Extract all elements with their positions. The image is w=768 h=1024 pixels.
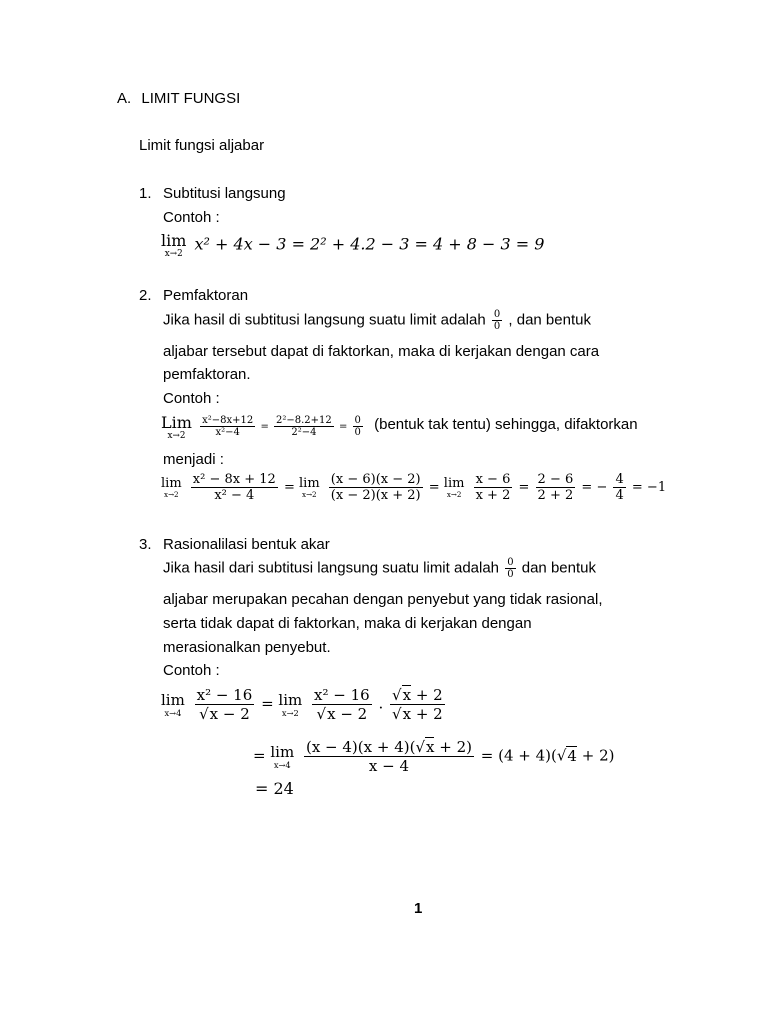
section3-equation-line2: = lim x→4 $\frac{(x - 4)(x + 4)(√x + 2)}{x - 4}$ = (4 + 4)(√4 + 2) xyxy=(253,738,615,775)
section2-number: 2. xyxy=(139,287,152,304)
limit-operator: lim x→4 xyxy=(161,691,185,719)
section2-factored-equation: lim x→2 $\frac{\text{x² − 8x + 12}}{\text{x² − 4}}$ = lim x→2 $\frac{(x - 6)(x - 2)}{(x - 2)(x + 2)}$ = lim x→2 $\frac{x - 6}{x + 2}$ = $\frac{2 - 6}{2 + 2}$ = − $\frac{4}{4}$ = −1 xyxy=(161,472,667,503)
limit-operator: lim x→2 xyxy=(299,476,320,500)
heading-letter: A. xyxy=(117,90,132,107)
section1-contoh: Contoh : xyxy=(163,209,220,226)
limit-operator: lim x→2 xyxy=(443,476,465,500)
fraction-substituted: $\frac{\text{2²−8.2+12}}{\text{2²−4}}$ xyxy=(276,415,332,439)
limit-operator: Lim x→2 xyxy=(161,413,192,441)
fraction-h3: $\frac{√x + 2}{√x + 2}$ xyxy=(392,686,443,723)
limit-operator: lim x→2 xyxy=(161,476,182,500)
section2-example-line: Lim x→2 $\frac{\text{x²−8x+12}}{\text{x²−4}}$ = $\frac{\text{2²−8.2+12}}{\text{2²−4}}$ = $\frac{0}{0}$ (bentuk tak tentu) sehingga, difaktorkan xyxy=(161,413,638,441)
limit-operator: lim x→4 xyxy=(270,743,295,771)
heading xyxy=(117,90,240,107)
limit-operator: lim x→2 xyxy=(278,691,303,719)
section3-paragraph-line4: merasionalkan penyebut. xyxy=(163,639,331,656)
section2-paragraph-line1: Jika hasil di subtitusi langsung suatu limit adalah $\frac{0}{0}$ , dan bentuk xyxy=(163,309,591,332)
section3-equation-line1: lim x→4 $\frac{\text{x² − 16}}{√x - 2}$ = lim x→2 $\frac{\text{x² − 16}}{√x - 2}$ . $\frac{√x + 2}{√x + 2}$ xyxy=(161,686,443,723)
heading-title: LIMIT FUNGSI xyxy=(141,90,241,107)
fraction-g2: $\frac{(x - 6)(x - 2)}{(x - 2)(x + 2)}$ xyxy=(330,472,421,503)
section1-expression: x² + 4x − 3 = 2² + 4.2 − 3 = 4 + 8 − 3 = 9 xyxy=(194,234,545,254)
section1-title: Subtitusi langsung xyxy=(163,185,286,202)
section3-paragraph-line1: Jika hasil dari subtitusi langsung suatu limit adalah $\frac{0}{0}$ dan bentuk xyxy=(163,557,596,580)
zero-over-zero: $\frac{0}{0}$ xyxy=(493,309,501,332)
subheading: Limit fungsi aljabar xyxy=(139,137,265,154)
section2-contoh: Contoh : xyxy=(163,390,220,407)
section1-equation xyxy=(161,231,544,259)
rationalized-result: = (4 + 4)(√4 + 2) xyxy=(480,746,615,765)
section2-paragraph-line3: pemfaktoran. xyxy=(163,366,251,383)
section2-paragraph-line2: aljabar tersebut dapat di faktorkan, maka di kerjakan dengan cara xyxy=(163,343,600,360)
section3-paragraph-line2: aljabar merupakan pecahan dengan penyebut yang tidak rasional, xyxy=(163,591,603,608)
fraction-g5: $\frac{4}{4}$ xyxy=(615,472,624,503)
fraction-h1: $\frac{\text{x² − 16}}{√x - 2}$ xyxy=(196,686,253,723)
indeterminate-note: (bentuk tak tentu) sehingga, difaktorkan xyxy=(374,416,638,434)
fraction-original: $\frac{\text{x²−8x+12}}{\text{x²−4}}$ xyxy=(202,415,254,439)
section3-title: Rasionalilasi bentuk akar xyxy=(163,536,330,553)
fraction-k: $\frac{(x - 4)(x + 4)(√x + 2)}{x - 4}$ xyxy=(305,738,472,775)
factored-result: = −1 xyxy=(631,480,667,495)
section1-number: 1. xyxy=(139,185,152,202)
zero-over-zero: $\frac{0}{0}$ xyxy=(507,557,514,580)
section2-menjadi: menjadi : xyxy=(163,451,224,468)
fraction-g4: $\frac{2 - 6}{2 + 2}$ xyxy=(537,472,574,503)
page-number: 1 xyxy=(414,900,423,917)
section3-number: 3. xyxy=(139,536,152,553)
fraction-g1: $\frac{\text{x² − 8x + 12}}{\text{x² − 4}}$ xyxy=(192,472,276,503)
fraction-h2: $\frac{\text{x² − 16}}{√x - 2}$ xyxy=(314,686,370,723)
fraction-g3: $\frac{x - 6}{x + 2}$ xyxy=(475,472,511,503)
section2-title: Pemfaktoran xyxy=(163,287,249,304)
fraction-zero: $\frac{0}{0}$ xyxy=(354,415,361,439)
section3-final-result: = 24 xyxy=(255,779,294,798)
section3-paragraph-line3: serta tidak dapat di faktorkan, maka di kerjakan dengan xyxy=(163,615,532,632)
section3-contoh: Contoh : xyxy=(163,662,220,679)
limit-operator: lim x→2 xyxy=(161,231,187,259)
